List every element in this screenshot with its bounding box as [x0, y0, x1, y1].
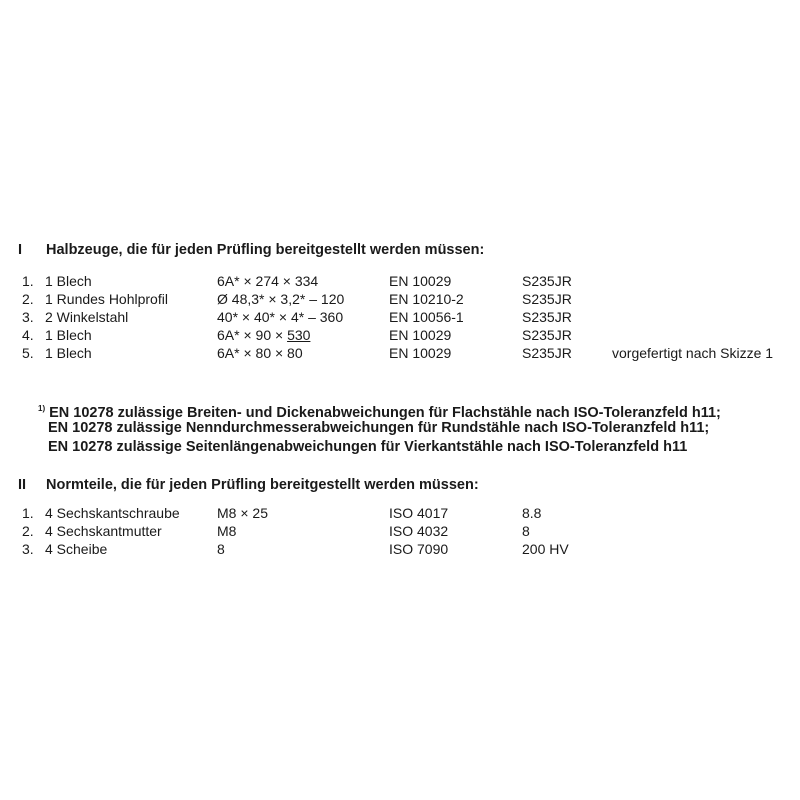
row-item: 1 Rundes Hohlprofil [45, 291, 168, 307]
row-item: 1 Blech [45, 273, 92, 289]
section-2-heading [18, 477, 479, 493]
row-item: 4 Sechskantmutter [45, 523, 162, 539]
footnote-text: EN 10278 zulässige Nenndurchmesserabweichungen für Rundstähle nach ISO-Toleranzfeld h11; [48, 420, 710, 436]
footnote-text: EN 10278 zulässige Seitenlängenabweichungen für Vierkantstähle nach ISO-Toleranzfeld h11 [48, 439, 688, 455]
row-norm: ISO 7090 [389, 541, 449, 557]
row-material: S235JR [522, 291, 572, 307]
row-number: 3. [22, 541, 34, 557]
row-material: S235JR [522, 273, 572, 289]
row-number: 5. [22, 345, 34, 361]
section-1-heading [18, 242, 484, 258]
footnote-line-2 [48, 419, 709, 437]
row-item: 4 Sechskantschraube [45, 505, 180, 521]
row-number: 3. [22, 309, 34, 325]
footnote-line-3 [48, 438, 687, 456]
row-dimension: 8 [217, 541, 225, 557]
row-norm: ISO 4032 [389, 523, 449, 539]
row-material: S235JR [522, 327, 572, 343]
section-1-roman: I [18, 242, 23, 258]
row-dimension-prefix: 6A* × 90 × [217, 327, 288, 343]
row-dimension: 6A* × 80 × 80 [217, 345, 303, 361]
row-material: S235JR [522, 345, 572, 361]
row-dimension-underlined: 530 [287, 327, 311, 343]
row-norm: EN 10029 [389, 345, 452, 361]
row-dimension: M8 [217, 523, 237, 539]
row-dimension [217, 326, 310, 344]
row-number: 1. [22, 273, 34, 289]
row-norm: EN 10056-1 [389, 309, 464, 325]
row-material: S235JR [522, 309, 572, 325]
row-item: 2 Winkelstahl [45, 309, 129, 325]
row-number: 2. [22, 291, 34, 307]
row-dimension: M8 × 25 [217, 505, 268, 521]
section-2-roman: II [18, 477, 27, 493]
row-note: vorgefertigt nach Skizze 1 [612, 345, 774, 361]
section-2-title: Normteile, die für jeden Prüfling bereitgestellt werden müssen: [46, 477, 479, 493]
row-norm: EN 10029 [389, 327, 452, 343]
row-number: 1. [22, 505, 34, 521]
row-norm: EN 10029 [389, 273, 452, 289]
row-norm: EN 10210-2 [389, 291, 464, 307]
row-item: 1 Blech [45, 345, 92, 361]
footnote-text: EN 10278 zulässige Breiten- und Dickenabweichungen für Flachstähle nach ISO-Toleranzfeld h11; [49, 405, 721, 421]
footnote-marker: 1) [38, 404, 46, 413]
row-norm: ISO 4017 [389, 505, 449, 521]
section-1-title: Halbzeuge, die für jeden Prüfling bereitgestellt werden müssen: [46, 242, 485, 258]
row-material: 200 HV [522, 541, 569, 557]
row-number: 2. [22, 523, 34, 539]
row-number: 4. [22, 327, 34, 343]
row-dimension: Ø 48,3* × 3,2* – 120 [217, 291, 345, 307]
row-dimension: 6A* × 274 × 334 [217, 273, 319, 289]
row-item: 1 Blech [45, 327, 92, 343]
row-item: 4 Scheibe [45, 541, 108, 557]
row-dimension: 40* × 40* × 4* – 360 [217, 309, 344, 325]
row-material: 8.8 [522, 505, 542, 521]
row-material: 8 [522, 523, 530, 539]
